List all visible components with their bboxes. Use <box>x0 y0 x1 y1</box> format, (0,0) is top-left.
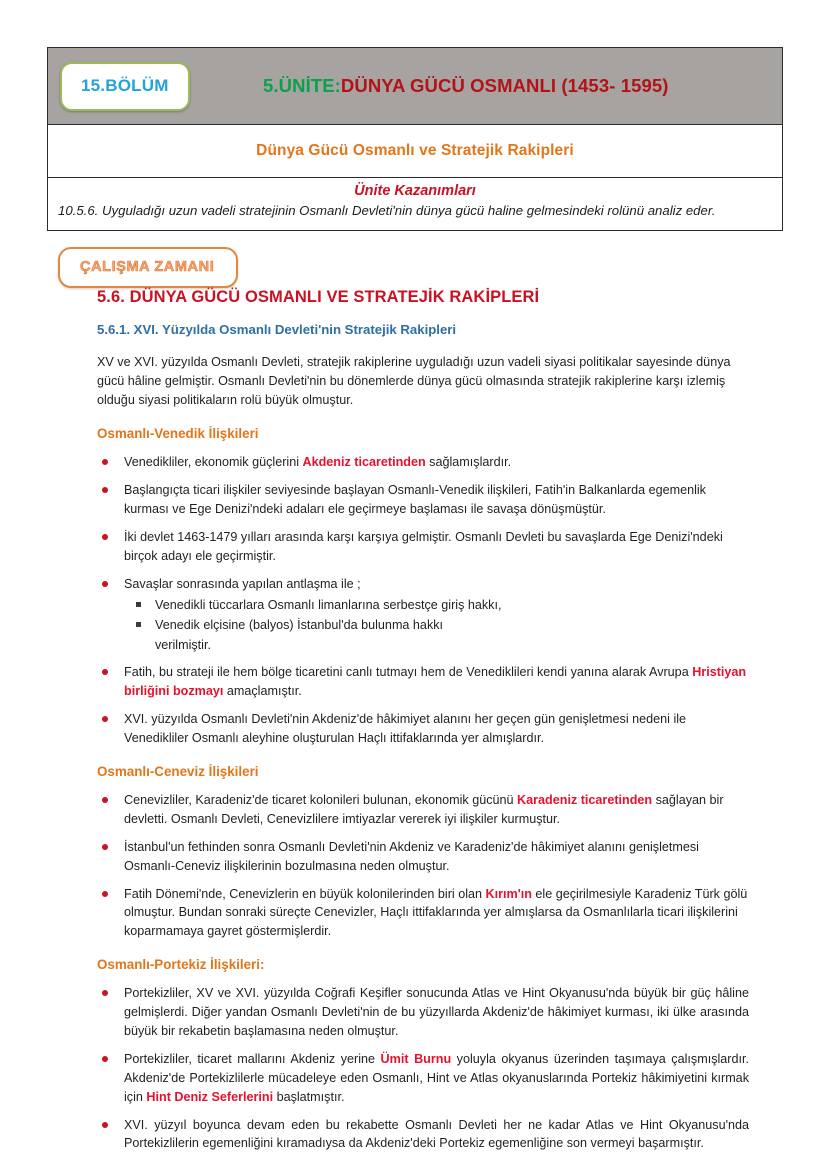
sub-bullet-list <box>124 596 749 635</box>
bullet-list <box>97 453 749 748</box>
highlight-term: Hristiyan birliğini bozmayı <box>124 665 747 699</box>
bullet-text: Portekizliler, ticaret mallarını Akdeniz yerine <box>124 1051 381 1066</box>
main-content <box>97 288 749 1162</box>
highlight-term: Hint Deniz Seferlerini <box>146 1089 274 1104</box>
bullet-item <box>97 710 749 748</box>
bullet-item <box>97 791 749 829</box>
bullet-text: Fatih, bu strateji ile hem bölge ticaretini canlı tutmayı hem de Venediklileri kendi yanına alarak Avrupa <box>124 665 693 680</box>
bullet-text: ele geçirilmesiyle Karadeniz Türk gölü olmuştur. Bundan sonraki süreçte Cenevizler, Haçlı ittifaklarında yer almışlarsa da Osmanlılarla ticari ilişkilerini koparmamaya gayret göstermişlerdir. <box>124 886 748 939</box>
study-time-badge <box>58 247 238 288</box>
bullet-text: Fatih Dönemi'nde, Cenevizlerin en büyük kolonilerinden biri olan <box>124 886 486 901</box>
highlight-term: Akdeniz ticaretinden <box>302 455 426 470</box>
highlight-term: Karadeniz ticaretinden <box>517 793 653 807</box>
highlight-term: Kırım'ın <box>485 886 532 901</box>
header-subtitle-row <box>48 125 782 178</box>
study-time-label: ÇALIŞMA ZAMANI <box>80 259 215 275</box>
bullet-text: Başlangıçta ticari ilişkiler seviyesinde başlayan Osmanlı-Venedik ilişkileri, Fatih'in Balkanlarda egemenlik kurması ve Ege Denizi'ndeki adaları ele geçirmeye başlaması ile savaşa dönüşmüştür. <box>124 483 706 517</box>
bullet-text: Portekizliler, XV ve XVI. yüzyılda Coğrafi Keşifler sonucunda Atlas ve Hint Okyanusu'nda büyük bir güç hâline gelmişlerdi. Diğer yandan Osmanlı Devleti'nin de bu yüzyıllarda Akdeniz'de hâkimiyet kurması, iki ülke arasında büyük bir rekabetin başlamasına neden olmuştur. <box>124 986 749 1039</box>
bullet-item <box>97 885 749 942</box>
bullet-item <box>97 838 749 876</box>
intro-paragraph: XV ve XVI. yüzyılda Osmanlı Devleti, stratejik rakiplerine uyguladığı uzun vadeli siyasi politikalar sayesinde dünya gücü hâline gelmiştir. Osmanlı Devleti'nin bu dönemlerde dünya gücü olmasında stratejik rakiplerine karşı izlemiş olduğu siyasi politikaların rolü büyük olmuştur. <box>97 355 731 408</box>
content-groups <box>97 426 749 1153</box>
section-title: 5.6. DÜNYA GÜCÜ OSMANLI VE STRATEJİK RAKİPLERİ <box>97 288 540 306</box>
bullet-text: İki devlet 1463-1479 yılları arasında karşı karşıya gelmiştir. Osmanlı Devleti bu savaşlarda Ege Denizi'ndeki birçok adayı ele geçirmiştir. <box>124 530 723 563</box>
bullet-item <box>97 528 749 566</box>
bullet-item <box>97 984 749 1041</box>
sub-bullet-item: Venedikli tüccarlara Osmanlı limanlarına serbestçe giriş hakkı, <box>124 596 749 615</box>
subsection-title: 5.6.1. XVI. Yüzyılda Osmanlı Devleti'nin Stratejik Rakipleri <box>97 322 457 337</box>
header-subtitle: Dünya Gücü Osmanlı ve Stratejik Rakipleri <box>256 142 574 159</box>
bullet-text: XVI. yüzyılda Osmanlı Devleti'nin Akdeniz'de hâkimiyet alanını her geçen gün genişletmesi nedeni ile Venedikliler Osmanlı aleyhine oluşturulan Haçlı ittifaklarında yer almışlardır. <box>124 712 687 746</box>
bullet-text: İstanbul'un fethinden sonra Osmanlı Devleti'nin Akdeniz ve Karadeniz'de hâkimiyet alanını genişletmesi Osmanlı-Ceneviz ilişkilerinin bozulmasına neden olmuştur. <box>124 839 699 873</box>
bullet-item <box>97 481 749 519</box>
bullet-item <box>97 575 749 655</box>
unit-gains-title: Ünite Kazanımları <box>354 183 476 199</box>
bullet-list <box>97 984 749 1153</box>
header-box <box>47 47 783 231</box>
bullet-text: yoluyla okyanus üzerinden taşımaya çalışmışlardır. Akdeniz'de Portekizlilerle mücadeleye eden Osmanlı, Hint ve Atlas okyanuslarında Portekiz hâkimiyetini kırmak için <box>124 1051 749 1104</box>
sub-bullet-tail: verilmiştir. <box>155 637 211 652</box>
unit-gains-text: 10.5.6. Uyguladığı uzun vadeli stratejinin Osmanlı Devleti'nin dünya gücü haline gelmesindeki rolünü analiz eder. <box>58 203 716 218</box>
bullet-list <box>97 791 749 941</box>
bullet-text: XVI. yüzyıl boyunca devam eden bu rekabette Osmanlı Devleti her ne kadar Atlas ve Hint Okyanusu'nda Portekizlilerin egemenliğini kıramadıysa da Akdeniz'deki Portekiz egemenliğine son vermeyi başarmıştır. <box>124 1117 749 1151</box>
highlight-term: Ümit Burnu <box>380 1051 452 1066</box>
sub-bullet-item: Venedik elçisine (balyos) İstanbul'da bulunma hakkı <box>124 616 749 635</box>
chapter-badge-label: 15.BÖLÜM <box>81 75 169 95</box>
chapter-badge <box>60 62 190 111</box>
bullet-text: Savaşlar sonrasında yapılan antlaşma ile ; <box>124 576 361 591</box>
unit-title <box>190 75 782 97</box>
bullet-text: Venedikliler, ekonomik güçlerini <box>124 455 303 470</box>
header-band <box>48 48 782 125</box>
bullet-item <box>97 1050 749 1107</box>
bullet-item <box>97 453 749 472</box>
group-title: Osmanlı-Portekiz İlişkileri: <box>97 957 265 973</box>
group-title: Osmanlı-Venedik İlişkileri <box>97 426 259 442</box>
unit-label: 5.ÜNİTE: <box>263 75 341 96</box>
unit-name: DÜNYA GÜCÜ OSMANLI (1453- 1595) <box>340 75 669 96</box>
bullet-item <box>97 1116 749 1154</box>
bullet-item <box>97 663 749 701</box>
bullet-text: sağlamışlardır. <box>425 455 512 470</box>
group-title: Osmanlı-Ceneviz İlişkileri <box>97 764 259 779</box>
bullet-text: amaçlamıştır. <box>223 684 302 699</box>
unit-gains-block <box>48 178 782 230</box>
bullet-text: sağlayan bir devletti. Osmanlı Devleti, Cenevizlilere imtiyazlar vererek iyi ilişkiler kurmuştur. <box>124 793 724 826</box>
bullet-text: Cenevizliler, Karadeniz'de ticaret kolonileri bulunan, ekonomik gücünü <box>124 793 518 807</box>
bullet-text: başlatmıştır. <box>273 1089 345 1104</box>
